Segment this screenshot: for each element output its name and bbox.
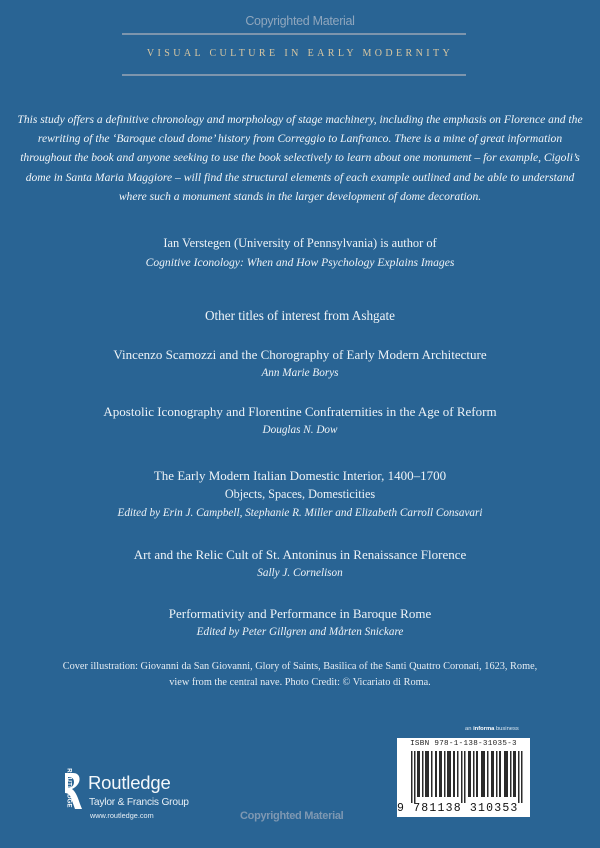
book-author: Edited by Peter Gillgren and Mårten Snickare bbox=[196, 626, 404, 638]
cover-credit-line-2: view from the central nave. Photo Credit: © Vicariato di Roma. bbox=[169, 677, 431, 688]
book-entry bbox=[0, 467, 600, 522]
divider-bottom bbox=[122, 74, 466, 76]
cover-illustration-credit bbox=[0, 659, 600, 691]
tagline-prefix: an bbox=[465, 726, 474, 732]
cover-credit-line-1: Cover illustration: Giovanni da San Giovanni, Glory of Saints, Basilica of the Santi Quattro Coronati, 1623, Rome, bbox=[62, 661, 538, 672]
tagline-suffix: business bbox=[494, 726, 519, 732]
book-entry bbox=[0, 403, 600, 439]
isbn-text: ISBN 978-1-138-31035-3 bbox=[410, 740, 517, 748]
copyright-watermark-bottom: Copyrighted Material bbox=[240, 810, 344, 822]
book-subtitle: Objects, Spaces, Domesticities bbox=[224, 487, 376, 501]
book-entry bbox=[0, 346, 600, 382]
series-title: VISUAL CULTURE IN EARLY MODERNITY bbox=[146, 48, 454, 59]
barcode-icon bbox=[411, 751, 524, 803]
book-author: Ann Marie Borys bbox=[261, 367, 339, 379]
book-entry bbox=[0, 546, 600, 582]
tagline-brand: informa bbox=[473, 726, 495, 732]
barcode-digits: 9 781138 310353 bbox=[397, 802, 519, 815]
book-title: Art and the Relic Cult of St. Antoninus in Renaissance Florence bbox=[133, 547, 467, 562]
book-title: Vincenzo Scamozzi and the Chorography of Early Modern Architecture bbox=[113, 347, 487, 362]
reviewer-credit bbox=[0, 234, 600, 272]
divider-top bbox=[122, 33, 466, 35]
reviewer-book: Cognitive Iconology: When and How Psychology Explains Images bbox=[145, 256, 455, 269]
informa-tagline bbox=[465, 726, 519, 732]
reviewer-name: Ian Verstegen (University of Pennsylvania) is author of bbox=[163, 236, 437, 250]
publisher-group: Taylor & Francis Group bbox=[89, 797, 189, 808]
book-title: The Early Modern Italian Domestic Interior, 1400–1700 bbox=[153, 468, 447, 483]
book-author: Edited by Erin J. Campbell, Stephanie R. Miller and Elizabeth Carroll Consavari bbox=[117, 507, 483, 519]
book-title: Performativity and Performance in Baroque Rome bbox=[168, 606, 432, 621]
isbn-barcode bbox=[397, 738, 530, 817]
other-titles-heading: Other titles of interest from Ashgate bbox=[204, 308, 396, 323]
publisher-name: Routledge bbox=[88, 772, 171, 793]
publisher-url[interactable]: www.routledge.com bbox=[90, 811, 154, 820]
book-entry bbox=[0, 605, 600, 641]
review-blurb: This study offers a definitive chronology and morphology of stage machinery, including the emphasis on Florence and the rewriting of the ‘Baroque cloud dome’ history from Correggio to Lanfranco. There is a mine of great information throughout the book and anyone seeking to use the book selectively to learn about one monument – for example, Cigoli’s dome in Santa Maria Maggiore – will find the structural elements of each example outlined and be able to understand where such a monument stands in the larger development of dome decoration. bbox=[17, 113, 583, 203]
routledge-r-icon bbox=[57, 771, 83, 811]
copyright-watermark-top: Copyrighted Material bbox=[245, 14, 355, 28]
book-title: Apostolic Iconography and Florentine Confraternities in the Age of Reform bbox=[103, 404, 497, 419]
book-author: Douglas N. Dow bbox=[262, 424, 338, 436]
book-author: Sally J. Cornelison bbox=[257, 567, 343, 579]
